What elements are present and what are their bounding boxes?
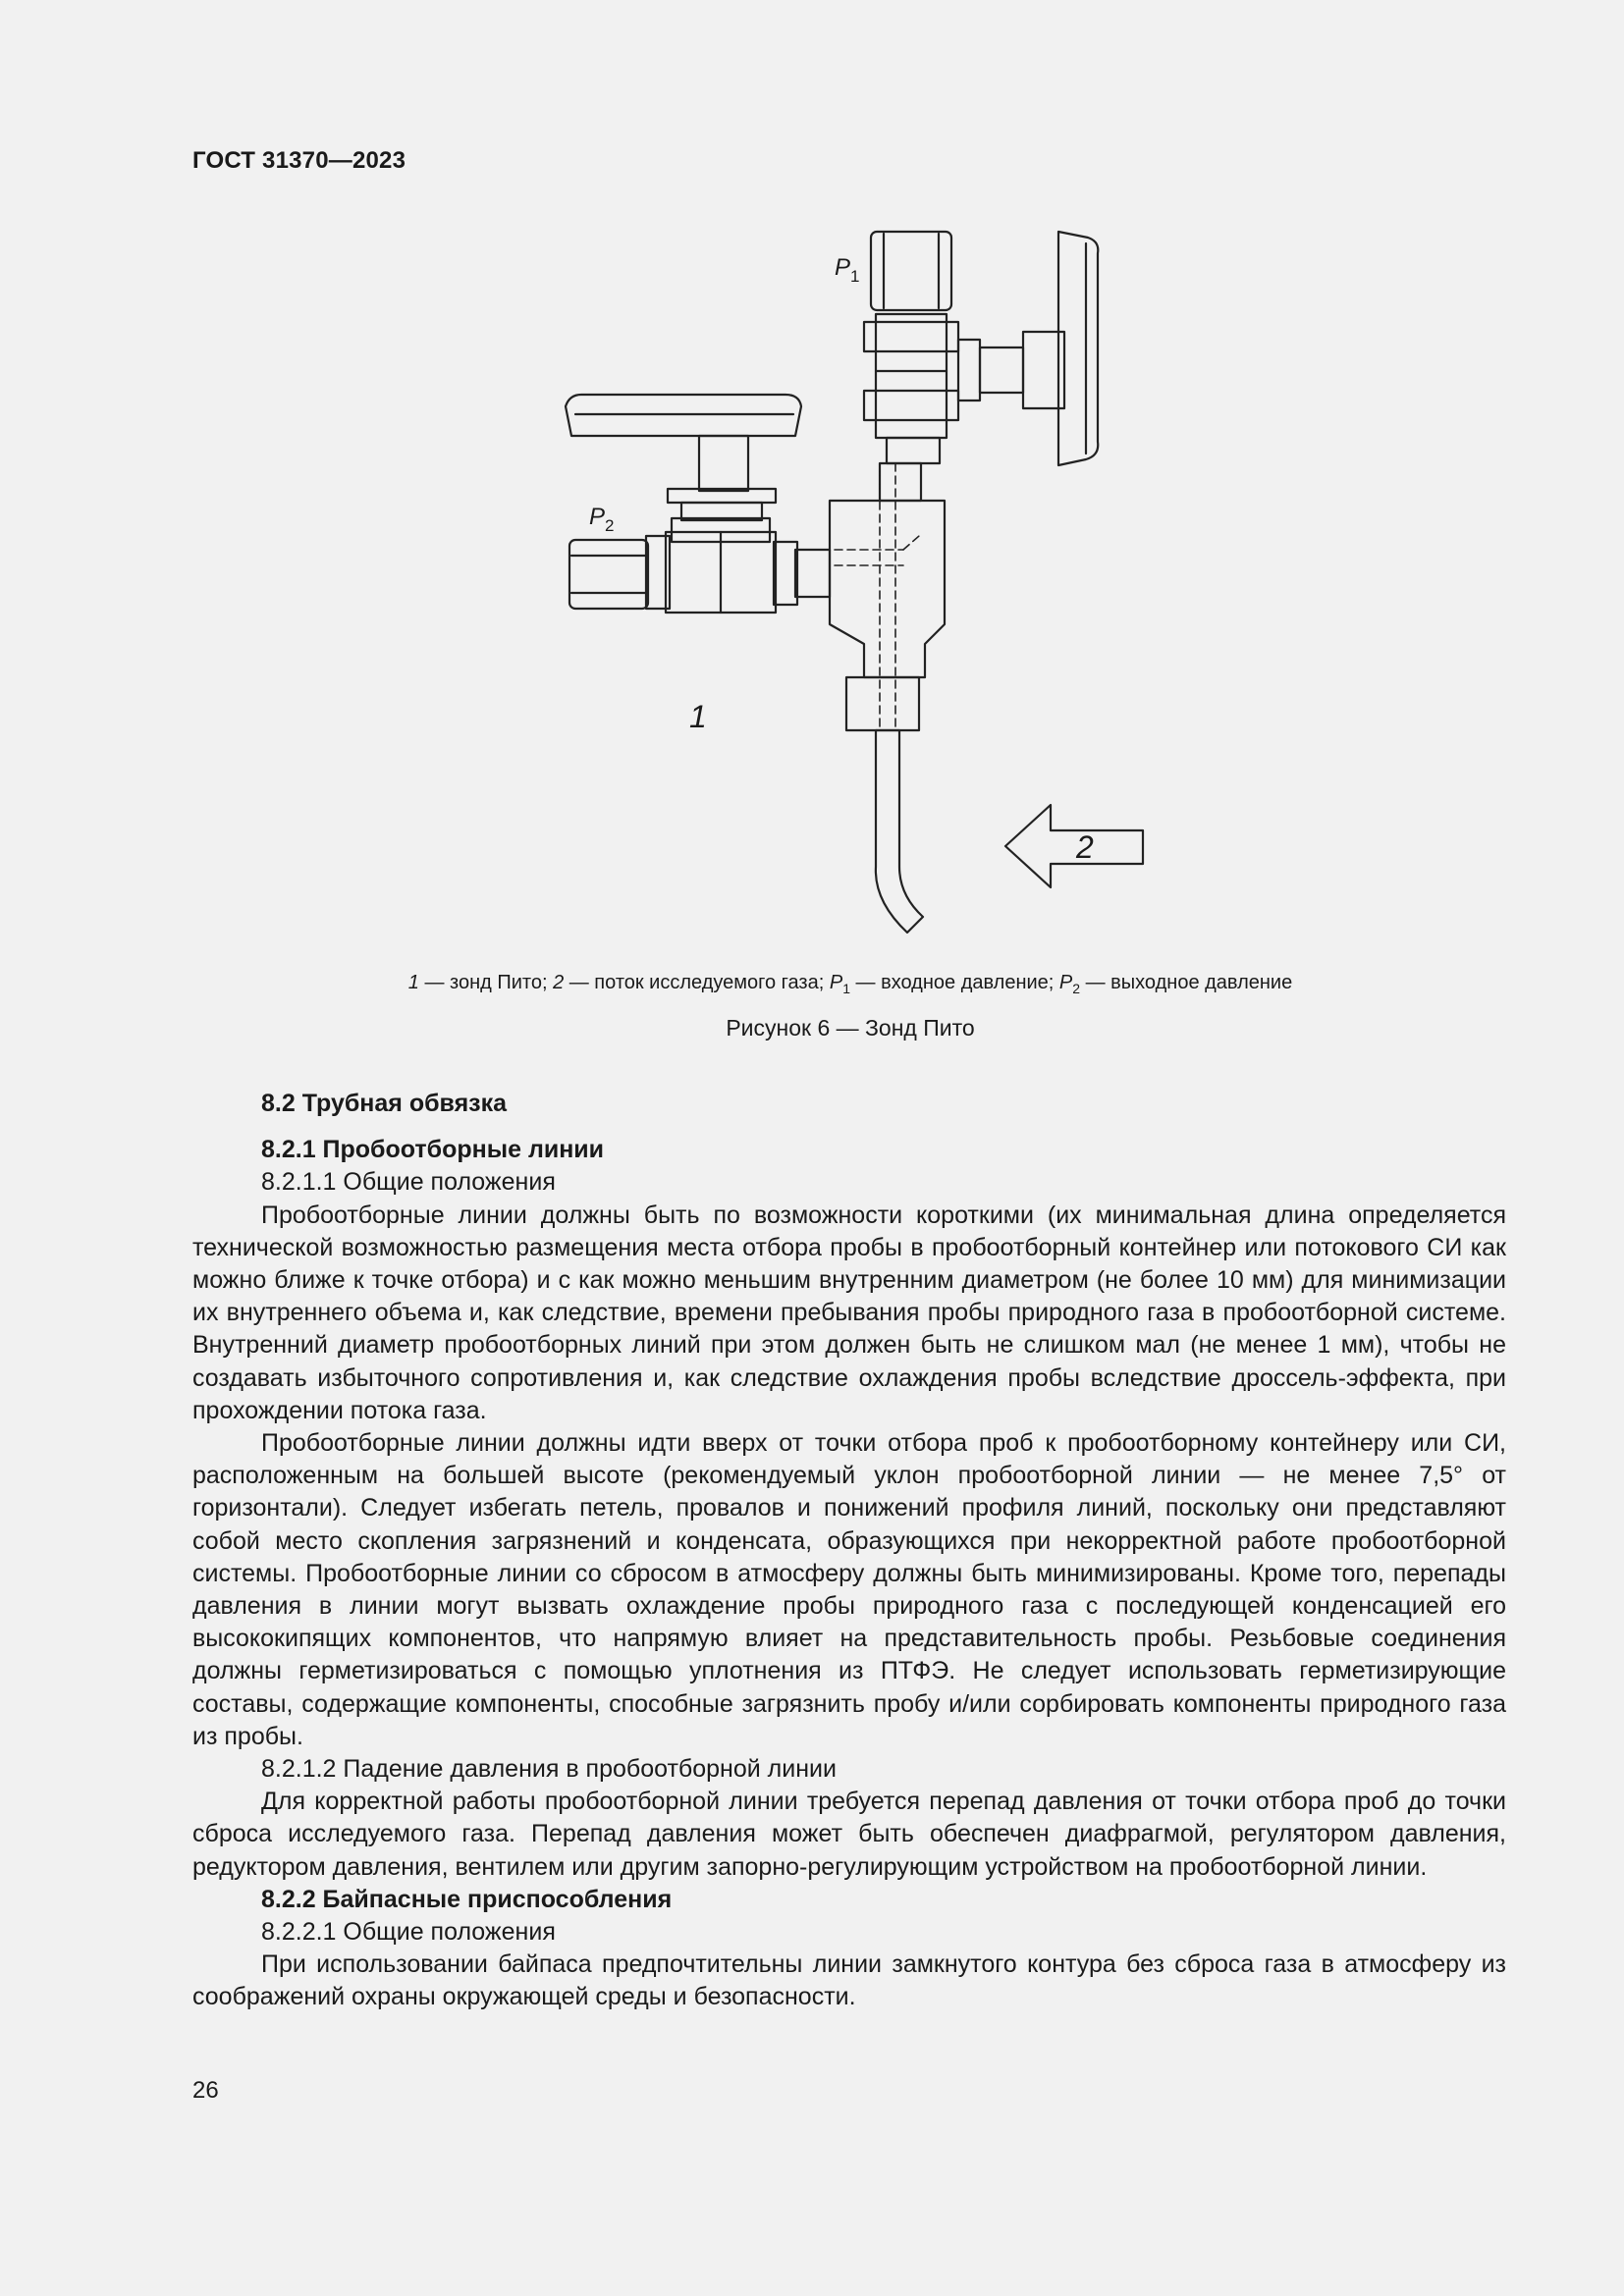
paragraph: Пробоотборные линии должны идти вверх от точки отбора проб к пробоотборному контейнеру или СИ, расположенным на большей высоте (рекомендуемый уклон пробоотборной линии — не менее 7,5° от горизонтали). Следует избегать петель, провалов и понижений профиля линий, поскольку они представляют собой место скопления загрязнений и конденсата, образующихся при некорректной работе пробоотборной системы. Пробоотборные линии со сбросом в атмосферу должны быть минимизированы. Кроме того, перепады давления в линии могут вызвать охлаждение пробы природного газа с последующей конденсацией его высококипящих компонентов, что напрямую влияет на представительность пробы. Резьбовые соединения должны герметизироваться с помощью уплотнения из ПТФЭ. Не следует использовать герметизирующие составы, содержащие компоненты, способные загрязнить пробу и/или сорбировать компоненты природного газа из пробы. bbox=[192, 1429, 1506, 1750]
label-p2-sub: 2 bbox=[605, 516, 615, 535]
probe-tube bbox=[876, 730, 923, 933]
callout-2: 2 bbox=[1076, 829, 1094, 865]
figure-caption: Рисунок 6 — Зонд Пито bbox=[726, 1015, 975, 1041]
callout-1: 1 bbox=[689, 699, 707, 734]
heading-8-2-1: 8.2.1 Пробоотборные линии bbox=[261, 1136, 605, 1164]
page-number: 26 bbox=[192, 2077, 219, 2104]
heading-8-2-1-1: 8.2.1.1 Общие положения bbox=[261, 1168, 556, 1197]
heading-8-2-2: 8.2.2 Байпасные приспособления bbox=[261, 1885, 673, 1913]
heading-8-2: 8.2 Трубная обвязка bbox=[261, 1090, 508, 1117]
paragraph: При использовании байпаса предпочтительны линии замкнутого контура без сброса газа в атмосферу из соображений охраны окружающей среды и безопасности. bbox=[192, 1950, 1506, 2011]
paragraph: Пробоотборные линии должны быть по возможности короткими (их минимальная длина определяется технической возможностью размещения места отбора пробы в пробоотборный контейнер или потокового СИ как можно ближе к точке отбора) и с как можно меньшим внутренним диаметром (не более 10 мм) для минимизации их внутреннего объема и, как следствие, времени пребывания пробы природного газа в пробоотборной системе. Внутренний диаметр пробоотборных линий при этом должен быть не слишком мал (не менее 1 мм), чтобы не создавать избыточного сопротивления и, как следствие охлаждения пробы вследствие дроссель-эффекта, при прохождении потока газа. bbox=[192, 1201, 1506, 1424]
label-p2: P bbox=[589, 504, 606, 530]
heading-8-2-2-1: 8.2.2.1 Общие положения bbox=[261, 1918, 556, 1947]
flow-arrow bbox=[1005, 805, 1143, 887]
p2-nut bbox=[569, 540, 648, 609]
label-p1-sub: 1 bbox=[850, 267, 860, 286]
tee-body bbox=[830, 501, 945, 677]
pitot-probe-drawing bbox=[530, 224, 1159, 945]
label-p1: P bbox=[835, 254, 851, 281]
heading-8-2-1-2: 8.2.1.2 Падение давления в пробоотборной линии bbox=[261, 1755, 837, 1784]
document-header: ГОСТ 31370—2023 bbox=[192, 147, 406, 174]
svg-text:P2 bbox=[589, 504, 614, 535]
figure-legend: 1 — зонд Пито; 2 — поток исследуемого газа; $P_1$ — входное давление; $P_2$ — выходное давление bbox=[407, 972, 1293, 996]
paragraph: Для корректной работы пробоотборной линии требуется перепад давления от точки отбора проб до точки сброса исследуемого газа. Перепад давления может быть обеспечен диафрагмой, регулятором давления, редуктором давления, вентилем или другим запорно-регулирующим устройством на пробоотборной линии. bbox=[192, 1788, 1506, 1881]
svg-text:P1 bbox=[835, 254, 859, 286]
body-text bbox=[192, 1088, 1506, 2014]
pitot-probe-figure bbox=[530, 224, 1159, 945]
